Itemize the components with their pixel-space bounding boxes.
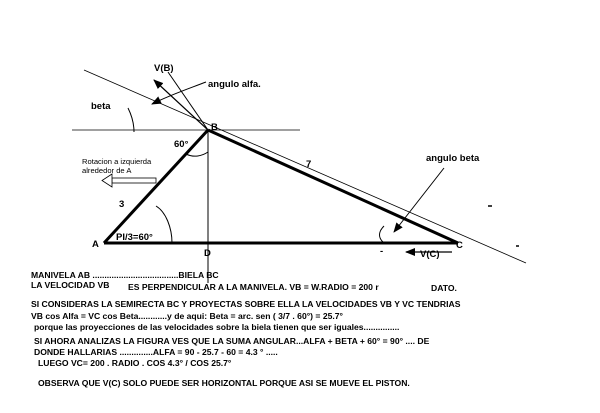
- point-c-label: C: [456, 240, 463, 251]
- beta-arc: [128, 108, 134, 132]
- text-line-2a: LA VELOCIDAD VB: [31, 280, 110, 290]
- beta-label: beta: [91, 101, 111, 112]
- text-line-4: VB cos Alfa = VC cos Beta............y de aqui: Beta = arc. sen ( 3/7 . 60°) = 25.7°: [31, 311, 343, 321]
- rotation-arrow-shaft: [112, 178, 156, 183]
- point-d-label: D: [204, 248, 211, 259]
- rotation-arrow-head: [102, 174, 112, 187]
- angulo-alfa-label: angulo alfa.: [208, 79, 261, 90]
- side-bc-length: 7: [306, 159, 312, 170]
- vc-label: V(C): [420, 249, 440, 260]
- angle-pi3-arc: [156, 206, 172, 243]
- text-line-5: porque las proyecciones de las velocidades sobre la biela tienen que ser iguales...............: [34, 322, 400, 332]
- pi3-label: PI/3=60°: [116, 232, 153, 243]
- angle-60-label: 60°: [174, 139, 189, 150]
- text-line-1: MANIVELA AB ....................................BIELA BC: [31, 270, 219, 280]
- rotation-label-line1: Rotacion a izquierda: [82, 157, 152, 166]
- vb-perpendicular-line: [168, 72, 208, 130]
- vb-velocity-arrow: [154, 80, 208, 130]
- point-a-label: A: [92, 239, 99, 250]
- angulo-beta-label: angulo beta: [426, 153, 480, 164]
- angle-beta-arc: [380, 226, 385, 243]
- vb-label: V(B): [154, 63, 174, 74]
- text-line-6: SI AHORA ANALIZAS LA FIGURA VES QUE LA SUMA ANGULAR...ALFA + BETA + 60° = 90° .... DE: [34, 336, 430, 346]
- point-b-label: B: [211, 122, 218, 133]
- text-line-8: LUEGO VC= 200 . RADIO . COS 4.3° / COS 25.7°: [38, 358, 232, 368]
- angulo-beta-pointer: [394, 168, 444, 232]
- rotation-label-line2: alrededor de A: [82, 166, 132, 175]
- text-line-3: SI CONSIDERAS LA SEMIRECTA BC Y PROYECTAS SOBRE ELLA LA VELOCIDADES VB Y VC TENDRIAS: [31, 299, 461, 309]
- text-line-2b: ES PERPENDICULAR A LA MANIVELA. VB = W.RADIO = 200 r: [128, 282, 379, 292]
- crank-ab: [104, 130, 208, 243]
- text-line-9: OBSERVA QUE V(C) SOLO PUEDE SER HORIZONTAL PORQUE ASI SE MUEVE EL PISTON.: [38, 378, 410, 388]
- dash-label: -: [380, 246, 384, 257]
- side-ab-length: 3: [119, 199, 125, 210]
- text-line-2c: DATO.: [431, 283, 457, 293]
- text-line-7: DONDE HALLARIAS ..............ALFA = 90 - 25.7 - 60 = 4.3 ° .....: [34, 347, 278, 357]
- connecting-rod-bc: [208, 130, 458, 243]
- angle-60-arc: [186, 152, 208, 156]
